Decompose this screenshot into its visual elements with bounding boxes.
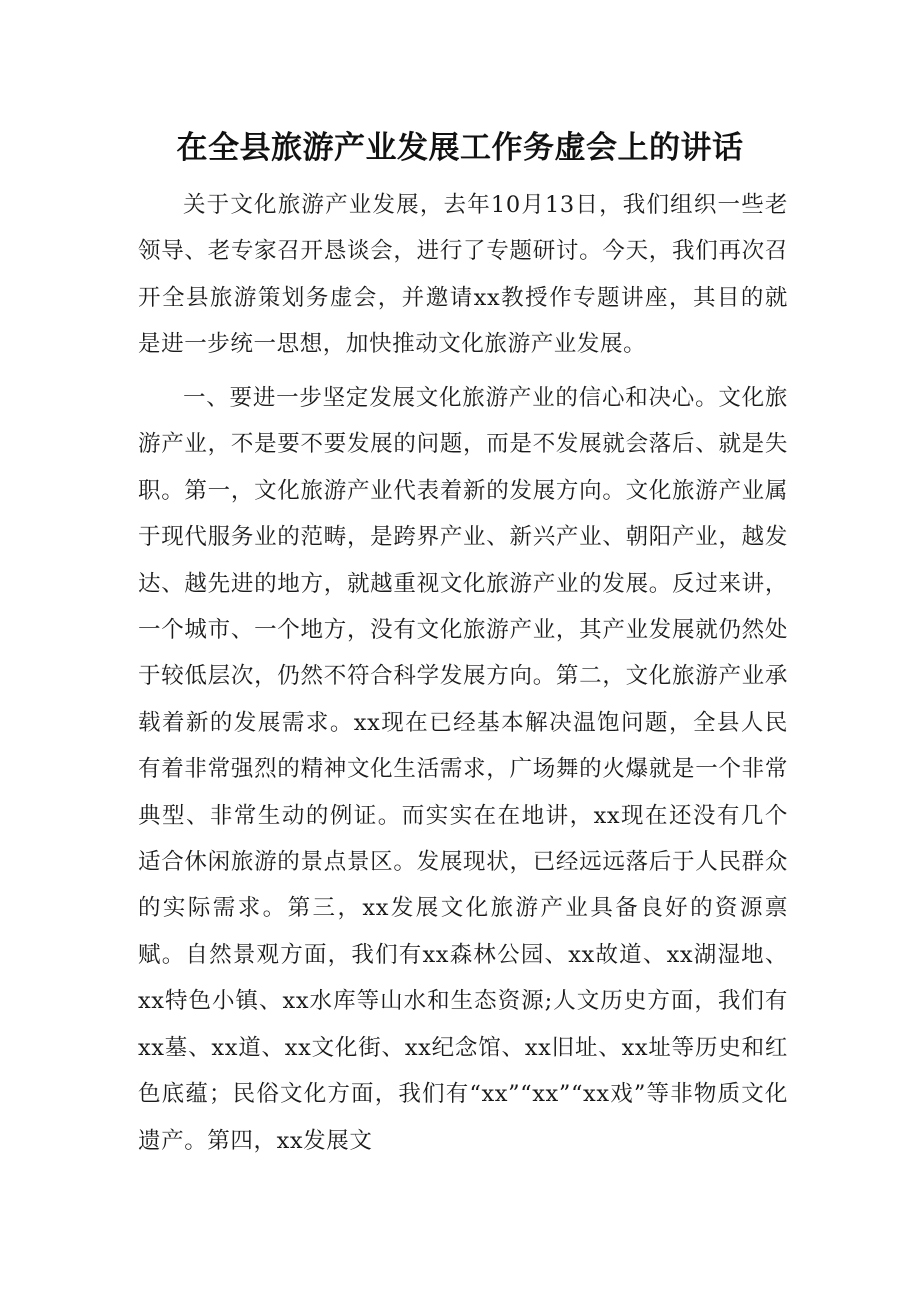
document-title: 在全县旅游产业发展工作务虚会上的讲话 [176, 130, 744, 166]
paragraph-section-one: 一、要进一步坚定发展文化旅游产业的信心和决心。文化旅游产业，不是要不要发展的问题，而是不发展就会落后、就是失职。第一，文化旅游产业代表着新的发展方向。文化旅游产业属于现代服务业的范畴，是跨界产业、新兴产业、朝阳产业，越发达、越先进的地方，就越重视文化旅游产业的发展。反过来讲，一个城市、一个地方，没有文化旅游产业，其产业发展就仍然处于较低层次，仍然不符合科学发展方向。第二，文化旅游产业承载着新的发展需求。xx现在已经基本解决温饱问题，全县人民有着非常强烈的精神文化生活需求，广场舞的火爆就是一个非常典型、非常生动的例证。而实实在在地讲，xx现在还没有几个适合休闲旅游的景点景区。发展现状，已经远远落后于人民群众的实际需求。第三，xx发展文化旅游产业具备良好的资源禀赋。自然景观方面，我们有xx森林公园、xx故道、xx湖湿地、xx特色小镇、xx水库等山水和生态资源;人文历史方面，我们有xx墓、xx道、xx文化街、xx纪念馆、xx旧址、xx址等历史和红色底蕴；民俗文化方面，我们有“xx”“xx”“xx戏”等非物质文化遗产。第四，xx发展文 [138, 385, 788, 1154]
paragraph-intro: 关于文化旅游产业发展，去年10月13日，我们组织一些老领导、老专家召开恳谈会，进行了专题研讨。今天，我们再次召开全县旅游策划务虚会，并邀请xx教授作专题讲座，其目的就是进一步统一思想，加快推动文化旅游产业发展。 [138, 192, 788, 358]
